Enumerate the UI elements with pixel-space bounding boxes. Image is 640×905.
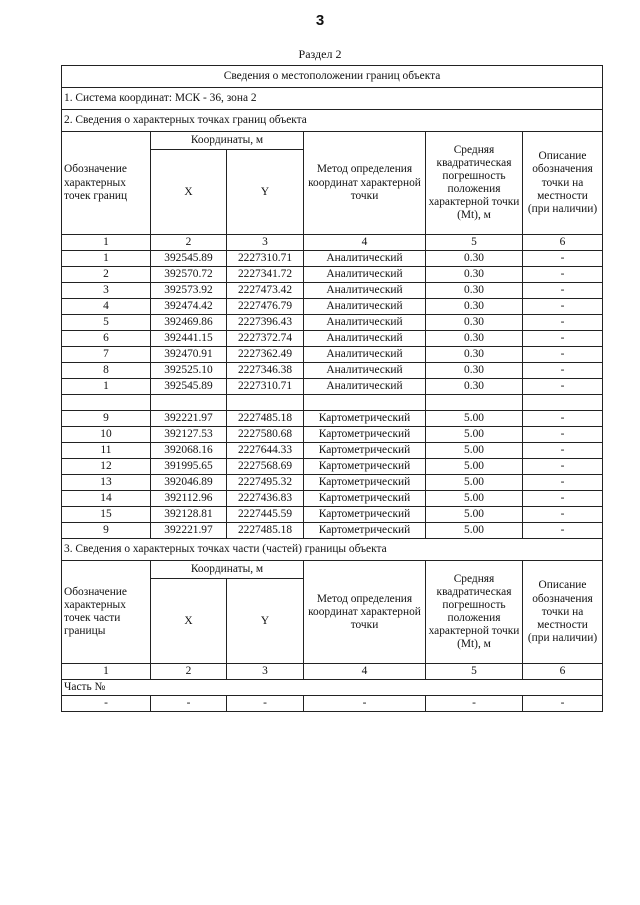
table-cell: 2 — [151, 664, 227, 680]
table-row — [62, 491, 603, 507]
header-description: Описание обозначения точки на местности (при наличии) — [523, 132, 603, 235]
table-cell: 4 — [304, 235, 426, 251]
table-cell: 392545.89 — [151, 251, 227, 267]
section3-title: 3. Сведения о характерных точках части (частей) границы объекта — [62, 539, 603, 561]
table-cell: - — [523, 696, 603, 712]
table-cell: 0.30 — [426, 331, 523, 347]
page-number: 3 — [315, 12, 325, 29]
table-cell: 2227310.71 — [227, 251, 304, 267]
header-point: Обозначение характерных точек границ — [62, 132, 151, 235]
table-row — [62, 459, 603, 475]
table-row — [62, 379, 603, 395]
table-cell: 2227396.43 — [227, 315, 304, 331]
table-cell: 392068.16 — [151, 443, 227, 459]
table-row — [62, 523, 603, 539]
table-cell: Аналитический — [304, 315, 426, 331]
header3-error: Средняя квадратическая погрешность положения характерной точки (Mt), м — [426, 561, 523, 664]
table-cell: 392570.72 — [151, 267, 227, 283]
table-cell: Картометрический — [304, 443, 426, 459]
table-cell: 8 — [62, 363, 151, 379]
table-cell: 6 — [523, 235, 603, 251]
table-cell: - — [523, 491, 603, 507]
table-cell: 392441.15 — [151, 331, 227, 347]
table-row — [62, 475, 603, 491]
table-row — [62, 507, 603, 523]
table-cell: 0.30 — [426, 315, 523, 331]
table-cell: 2227372.74 — [227, 331, 304, 347]
table-cell: Аналитический — [304, 251, 426, 267]
table-cell: 2227580.68 — [227, 427, 304, 443]
table-cell: Картометрический — [304, 523, 426, 539]
table-cell: Аналитический — [304, 363, 426, 379]
table-cell: 5.00 — [426, 491, 523, 507]
table-row — [62, 251, 603, 267]
column-numbers-row — [62, 235, 603, 251]
table-cell: - — [227, 696, 304, 712]
table-cell: - — [151, 696, 227, 712]
header3-method: Метод определения координат характерной точки — [304, 561, 426, 664]
table-cell: 4 — [62, 299, 151, 315]
table-cell: 2227568.69 — [227, 459, 304, 475]
table-cell: 392112.96 — [151, 491, 227, 507]
table-cell: 2 — [62, 267, 151, 283]
coordinate-system: 1. Система координат: МСК - 36, зона 2 — [62, 88, 603, 110]
table-row — [62, 363, 603, 379]
table-cell: - — [523, 251, 603, 267]
header3-coords: Координаты, м — [151, 561, 304, 579]
table-cell: - — [523, 299, 603, 315]
table-cell: 6 — [523, 664, 603, 680]
table-cell: 0.30 — [426, 347, 523, 363]
table-cell: 9 — [62, 523, 151, 539]
table-cell: - — [523, 475, 603, 491]
table-cell: 392545.89 — [151, 379, 227, 395]
table-cell: 1 — [62, 664, 151, 680]
table-cell: 2227644.33 — [227, 443, 304, 459]
empty-separator-row — [62, 395, 603, 411]
table-cell: 392470.91 — [151, 347, 227, 363]
column-numbers-row — [62, 664, 603, 680]
section2-title: 2. Сведения о характерных точках границ объекта — [62, 110, 603, 132]
table-cell: Аналитический — [304, 331, 426, 347]
table-cell: Аналитический — [304, 379, 426, 395]
table-cell: - — [523, 331, 603, 347]
table-row — [62, 331, 603, 347]
table-cell: 2227445.59 — [227, 507, 304, 523]
table-cell: - — [523, 347, 603, 363]
table-row — [62, 443, 603, 459]
table-cell: 3 — [227, 235, 304, 251]
table-cell: - — [523, 507, 603, 523]
table-cell: 2227473.42 — [227, 283, 304, 299]
table-cell: Картометрический — [304, 459, 426, 475]
table-cell: 3 — [227, 664, 304, 680]
table-cell: 5 — [62, 315, 151, 331]
table-cell: 2227436.83 — [227, 491, 304, 507]
table-cell: - — [523, 411, 603, 427]
table-cell: Аналитический — [304, 347, 426, 363]
table-cell: 392525.10 — [151, 363, 227, 379]
table-cell: 0.30 — [426, 363, 523, 379]
header-y: Y — [227, 150, 304, 235]
header3-point: Обозначение характерных точек части границы — [62, 561, 151, 664]
table-cell: 14 — [62, 491, 151, 507]
table-cell: 5 — [426, 664, 523, 680]
table-cell: 5.00 — [426, 523, 523, 539]
table-cell: 0.30 — [426, 379, 523, 395]
table-cell: 392221.97 — [151, 523, 227, 539]
table-cell: 5.00 — [426, 443, 523, 459]
table-cell: 10 — [62, 427, 151, 443]
table-cell: - — [62, 696, 151, 712]
table-cell: 2227310.71 — [227, 379, 304, 395]
header-error: Средняя квадратическая погрешность положения характерной точки (Mt), м — [426, 132, 523, 235]
table-row — [62, 696, 603, 712]
table-cell: - — [523, 267, 603, 283]
table-row — [62, 283, 603, 299]
table-cell: 3 — [62, 283, 151, 299]
table-cell: 2227485.18 — [227, 523, 304, 539]
table-cell: - — [523, 363, 603, 379]
table-row — [62, 411, 603, 427]
table-cell: 392128.81 — [151, 507, 227, 523]
table-cell: 391995.65 — [151, 459, 227, 475]
table-cell: 2227476.79 — [227, 299, 304, 315]
table-cell: 2227485.18 — [227, 411, 304, 427]
table-cell: 0.30 — [426, 299, 523, 315]
table-title: Сведения о местоположении границ объекта — [62, 66, 603, 88]
table-cell: 2227341.72 — [227, 267, 304, 283]
table-cell: 392127.53 — [151, 427, 227, 443]
table-cell: - — [523, 427, 603, 443]
table-cell: - — [523, 523, 603, 539]
table-cell: 9 — [62, 411, 151, 427]
table-cell: 7 — [62, 347, 151, 363]
header-x: X — [151, 150, 227, 235]
table-cell: 5 — [426, 235, 523, 251]
table-cell: Аналитический — [304, 283, 426, 299]
table-cell: Картометрический — [304, 475, 426, 491]
section-label: Раздел 2 — [298, 47, 342, 61]
table-cell: 0.30 — [426, 251, 523, 267]
table-cell: 6 — [62, 331, 151, 347]
table-cell: 392469.86 — [151, 315, 227, 331]
table-cell: 5.00 — [426, 411, 523, 427]
table-cell: - — [523, 379, 603, 395]
table-cell: 1 — [62, 379, 151, 395]
table-cell: 2227362.49 — [227, 347, 304, 363]
table-cell: 2 — [151, 235, 227, 251]
table-cell: Аналитический — [304, 299, 426, 315]
table-cell: Картометрический — [304, 427, 426, 443]
table-cell: - — [523, 459, 603, 475]
table-cell: 12 — [62, 459, 151, 475]
boundary-table — [61, 65, 603, 712]
table-cell: 2227495.32 — [227, 475, 304, 491]
table-cell: 1 — [62, 251, 151, 267]
table-row — [62, 315, 603, 331]
table-cell: - — [523, 283, 603, 299]
header3-x: X — [151, 579, 227, 664]
table-cell: 13 — [62, 475, 151, 491]
part-label: Часть № — [62, 680, 603, 696]
header3-description: Описание обозначения точки на местности (при наличии) — [523, 561, 603, 664]
table-cell: Картометрический — [304, 411, 426, 427]
table-cell: 392221.97 — [151, 411, 227, 427]
table-cell: 5.00 — [426, 427, 523, 443]
table-cell: 11 — [62, 443, 151, 459]
table-cell: 1 — [62, 235, 151, 251]
table-row — [62, 347, 603, 363]
table-cell: Аналитический — [304, 267, 426, 283]
table-row — [62, 299, 603, 315]
table-cell: - — [426, 696, 523, 712]
table-cell: - — [523, 315, 603, 331]
table-cell: Картометрический — [304, 507, 426, 523]
table-cell: 5.00 — [426, 507, 523, 523]
table-cell: 4 — [304, 664, 426, 680]
table-row — [62, 427, 603, 443]
table-cell: 5.00 — [426, 459, 523, 475]
table-cell: 0.30 — [426, 267, 523, 283]
header3-y: Y — [227, 579, 304, 664]
table-cell: 392573.92 — [151, 283, 227, 299]
table-cell: 392046.89 — [151, 475, 227, 491]
table-cell: - — [304, 696, 426, 712]
table-cell: 15 — [62, 507, 151, 523]
header-coords: Координаты, м — [151, 132, 304, 150]
table-cell: Картометрический — [304, 491, 426, 507]
table-cell: - — [523, 443, 603, 459]
table-cell: 392474.42 — [151, 299, 227, 315]
table-cell: 5.00 — [426, 475, 523, 491]
table-cell: 0.30 — [426, 283, 523, 299]
table-cell: 2227346.38 — [227, 363, 304, 379]
table-row — [62, 267, 603, 283]
header-method: Метод определения координат характерной точки — [304, 132, 426, 235]
